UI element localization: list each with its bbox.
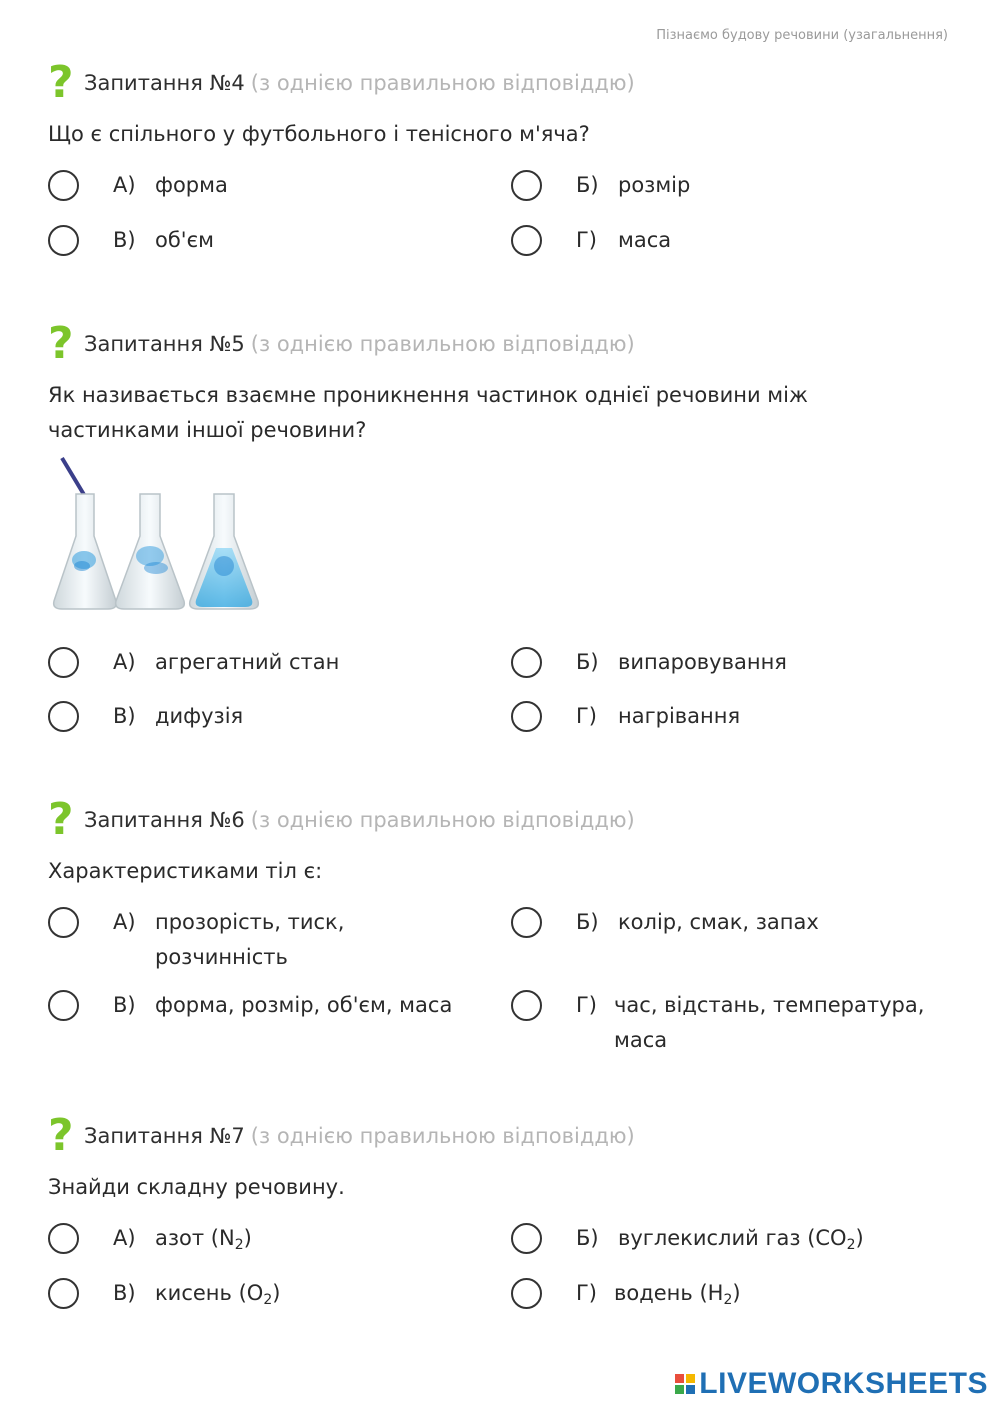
option-text: агрегатний стан xyxy=(155,650,340,674)
formula-subscript: 2 xyxy=(846,1237,856,1253)
radio-button[interactable] xyxy=(511,701,542,732)
option-b[interactable] xyxy=(511,1223,864,1263)
option-letter: Г) xyxy=(576,704,597,728)
option-text: форма, розмір, об'єм, маса xyxy=(155,993,453,1017)
question-6 xyxy=(48,794,958,1067)
option-a[interactable] xyxy=(48,647,339,680)
option-text: дифузія xyxy=(155,704,244,728)
option-letter: Б) xyxy=(576,650,599,674)
option-letter: Г) xyxy=(576,1281,597,1305)
question-mark-icon: ? xyxy=(48,1110,74,1161)
question-text xyxy=(48,378,958,448)
question-4 xyxy=(48,57,958,270)
option-text: нагрівання xyxy=(618,704,741,728)
radio-button[interactable] xyxy=(48,225,79,256)
radio-button[interactable] xyxy=(511,907,542,938)
question-title: Запитання №5 xyxy=(84,332,245,356)
options-group xyxy=(48,647,958,747)
worksheet-title: Пізнаємо будову речовини (узагальнення) xyxy=(656,28,948,43)
option-text: випаровування xyxy=(618,650,787,674)
option-c[interactable] xyxy=(48,701,243,734)
option-d[interactable] xyxy=(511,225,671,258)
option-b[interactable] xyxy=(511,170,690,203)
question-subtitle: (з однією правильною відповіддю) xyxy=(250,71,635,95)
option-text xyxy=(614,988,924,1058)
liveworksheets-logo xyxy=(675,1367,988,1401)
option-letter: А) xyxy=(113,910,136,934)
option-letter: Б) xyxy=(576,1226,599,1250)
question-mark-icon: ? xyxy=(48,318,74,369)
option-letter: В) xyxy=(113,993,136,1017)
question-subtitle: (з однією правильною відповіддю) xyxy=(250,808,635,832)
question-header xyxy=(48,318,958,369)
formula-text: водень (H xyxy=(614,1281,724,1305)
question-text: Що є спільного у футбольного і тенісного м'яча? xyxy=(48,122,590,146)
option-text xyxy=(155,905,344,975)
question-text-line: Як називається взаємне проникнення частинок однієї речовини між xyxy=(48,383,808,407)
question-header xyxy=(48,1110,958,1161)
formula-subscript: 2 xyxy=(263,1292,273,1308)
radio-button[interactable] xyxy=(48,1278,79,1309)
question-5 xyxy=(48,318,958,747)
option-c[interactable] xyxy=(48,225,214,258)
question-mark-icon: ? xyxy=(48,794,74,845)
option-d[interactable] xyxy=(511,701,740,734)
option-text-line: маса xyxy=(614,1028,668,1052)
option-d[interactable] xyxy=(511,1278,741,1318)
question-title: Запитання №6 xyxy=(84,808,245,832)
option-letter: Б) xyxy=(576,910,599,934)
formula-subscript: 2 xyxy=(234,1237,244,1253)
option-b[interactable] xyxy=(511,647,787,680)
option-a[interactable] xyxy=(48,170,228,203)
option-text: форма xyxy=(155,173,228,197)
formula-text: вуглекислий газ (CO xyxy=(618,1226,847,1250)
option-text xyxy=(618,1221,864,1263)
flasks-diffusion-image xyxy=(48,456,268,621)
question-header xyxy=(48,794,958,845)
option-text: маса xyxy=(618,228,672,252)
formula-close: ) xyxy=(855,1226,864,1250)
option-b[interactable] xyxy=(511,907,819,940)
radio-button[interactable] xyxy=(48,647,79,678)
option-c[interactable] xyxy=(48,1278,280,1318)
formula-close: ) xyxy=(243,1226,252,1250)
options-group xyxy=(48,170,958,270)
question-text: Характеристиками тіл є: xyxy=(48,859,323,883)
option-a[interactable] xyxy=(48,1223,252,1263)
options-group xyxy=(48,907,958,1067)
logo-text: LIVEWORKSHEETS xyxy=(699,1367,988,1400)
radio-button[interactable] xyxy=(48,170,79,201)
question-subtitle: (з однією правильною відповіддю) xyxy=(250,1124,635,1148)
option-a[interactable] xyxy=(48,907,344,975)
option-text xyxy=(614,1276,741,1318)
question-subtitle: (з однією правильною відповіддю) xyxy=(250,332,635,356)
option-letter: В) xyxy=(113,704,136,728)
option-letter: Г) xyxy=(576,228,597,252)
radio-button[interactable] xyxy=(511,647,542,678)
formula-close: ) xyxy=(732,1281,741,1305)
options-group xyxy=(48,1223,958,1323)
question-text: Знайди складну речовину. xyxy=(48,1175,345,1199)
radio-button[interactable] xyxy=(511,225,542,256)
option-text-line: розчинність xyxy=(155,945,288,969)
option-c[interactable] xyxy=(48,990,452,1023)
option-letter: В) xyxy=(113,228,136,252)
formula-text: кисень (O xyxy=(155,1281,264,1305)
question-7 xyxy=(48,1110,958,1323)
option-text-line: час, відстань, температура, xyxy=(614,993,925,1017)
option-d[interactable] xyxy=(511,990,924,1058)
option-text: об'єм xyxy=(155,228,214,252)
option-letter: В) xyxy=(113,1281,136,1305)
option-text xyxy=(155,1221,252,1263)
option-text-line: прозорість, тиск, xyxy=(155,910,345,934)
option-letter: А) xyxy=(113,1226,136,1250)
radio-button[interactable] xyxy=(48,701,79,732)
formula-text: азот (N xyxy=(155,1226,235,1250)
option-letter: А) xyxy=(113,173,136,197)
radio-button[interactable] xyxy=(48,1223,79,1254)
formula-close: ) xyxy=(272,1281,281,1305)
question-title: Запитання №7 xyxy=(84,1124,245,1148)
option-letter: А) xyxy=(113,650,136,674)
option-text: колір, смак, запах xyxy=(618,910,819,934)
radio-button[interactable] xyxy=(511,170,542,201)
radio-button[interactable] xyxy=(511,1278,542,1309)
formula-subscript: 2 xyxy=(723,1292,733,1308)
logo-tiles-icon xyxy=(675,1374,695,1394)
radio-button[interactable] xyxy=(48,907,79,938)
radio-button[interactable] xyxy=(511,990,542,1021)
question-text-line: частинками іншої речовини? xyxy=(48,418,367,442)
radio-button[interactable] xyxy=(511,1223,542,1254)
question-header xyxy=(48,57,958,108)
option-letter: Г) xyxy=(576,993,597,1017)
question-mark-icon: ? xyxy=(48,57,74,108)
option-letter: Б) xyxy=(576,173,599,197)
question-title: Запитання №4 xyxy=(84,71,245,95)
radio-button[interactable] xyxy=(48,990,79,1021)
option-text xyxy=(155,1276,280,1318)
option-text: розмір xyxy=(618,173,691,197)
